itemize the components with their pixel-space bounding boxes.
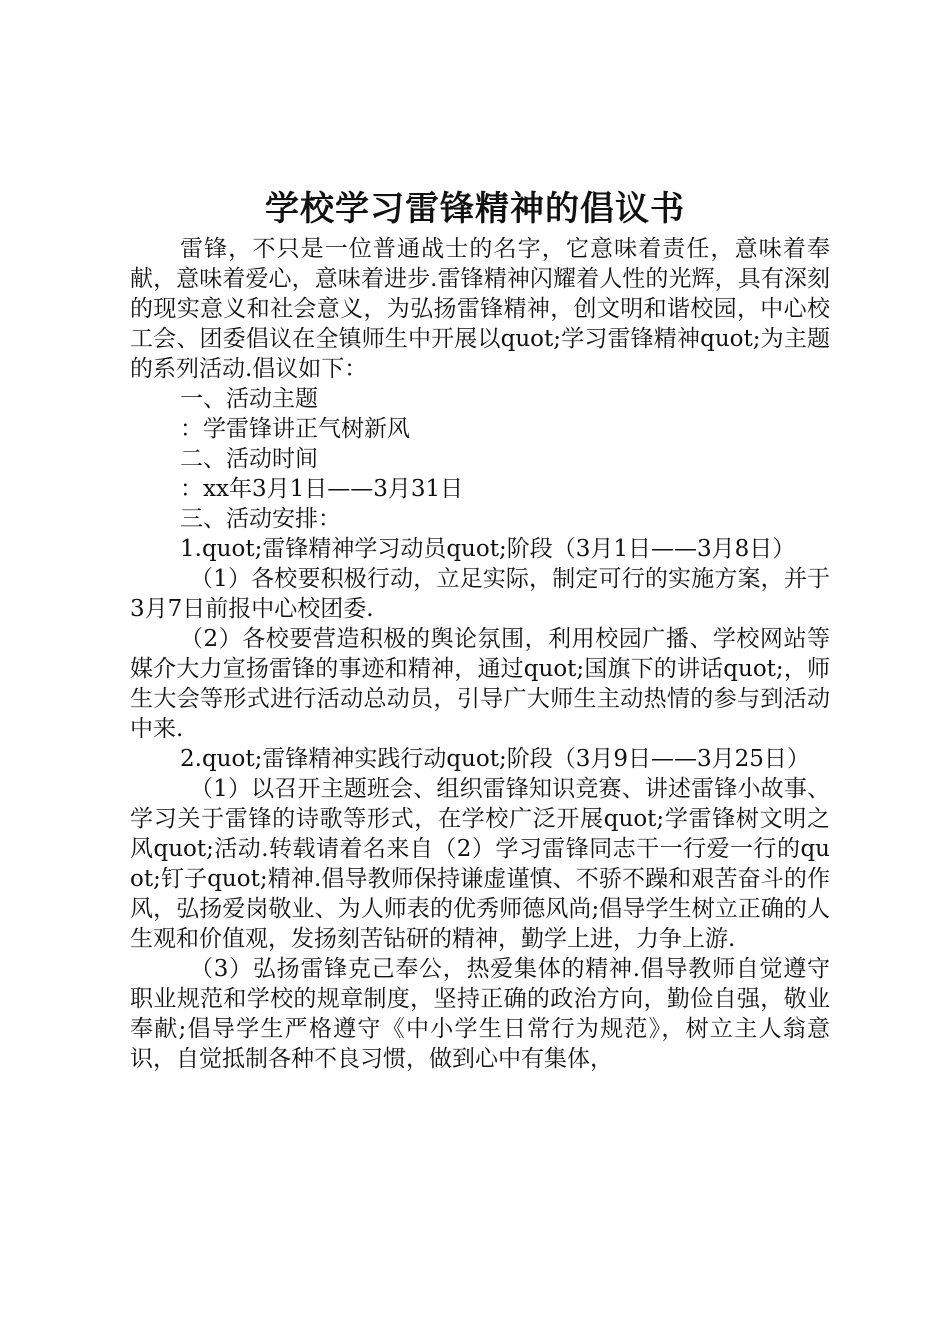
paragraph-phase1-item2: （2）各校要营造积极的舆论氛围，利用校园广播、学校网站等媒介大力宣扬雷锋的事迹和精神，通过quot;国旗下的讲话quot;，师生大会等形式进行活动总动员，引导广大师生主动热情的参与到活动中来.	[130, 626, 830, 742]
paragraph-theme: ：学雷锋讲正气树新风	[180, 416, 410, 442]
section-heading-theme: 一、活动主题	[180, 386, 318, 412]
document-title: 学校学习雷锋精神的倡议书	[265, 189, 685, 229]
paragraph-time: ：xx年3月1日——3月31日	[180, 476, 464, 502]
phase-heading-1: 1.quot;雷锋精神学习动员quot;阶段（3月1日——3月8日）	[180, 536, 796, 562]
document-body	[130, 234, 830, 1074]
paragraph-phase2-item3: （3）弘扬雷锋克己奉公，热爱集体的精神.倡导教师自觉遵守职业规范和学校的规章制度，坚持正确的政治方向，勤俭自强，敬业奉献;倡导学生严格遵守《中小学生日常行为规范》，树立主人翁意识，自觉抵制各种不良习惯，做到心中有集体，	[130, 956, 830, 1072]
paragraph-phase1-item1: （1）各校要积极行动，立足实际，制定可行的实施方案，并于3月7日前报中心校团委.	[130, 566, 830, 622]
section-heading-time: 二、活动时间	[180, 446, 318, 472]
paragraph-intro: 雷锋，不只是一位普通战士的名字，它意味着责任，意味着奉献，意味着爱心，意味着进步.雷锋精神闪耀着人性的光辉，具有深刻的现实意义和社会意义，为弘扬雷锋精神，创文明和谐校园，中心校工会、团委倡议在全镇师生中开展以quot;学习雷锋精神quot;为主题的系列活动.倡议如下：	[130, 236, 830, 382]
phase-heading-2: 2.quot;雷锋精神实践行动quot;阶段（3月9日——3月25日）	[180, 746, 810, 772]
section-heading-arrangement: 三、活动安排：	[180, 506, 341, 532]
paragraph-phase2-item1: （1）以召开主题班会、组织雷锋知识竞赛、讲述雷锋小故事、学习关于雷锋的诗歌等形式，在学校广泛开展quot;学雷锋树文明之风quot;活动.转载请着名来自（2）学习雷锋同志干一行爱一行的quot;钉子quot;精神.倡导教师保持谦虚谨慎、不骄不躁和艰苦奋斗的作风，弘扬爱岗敬业、为人师表的优秀师德风尚;倡导学生树立正确的人生观和价值观，发扬刻苦钻研的精神，勤学上进，力争上游.	[130, 776, 830, 952]
